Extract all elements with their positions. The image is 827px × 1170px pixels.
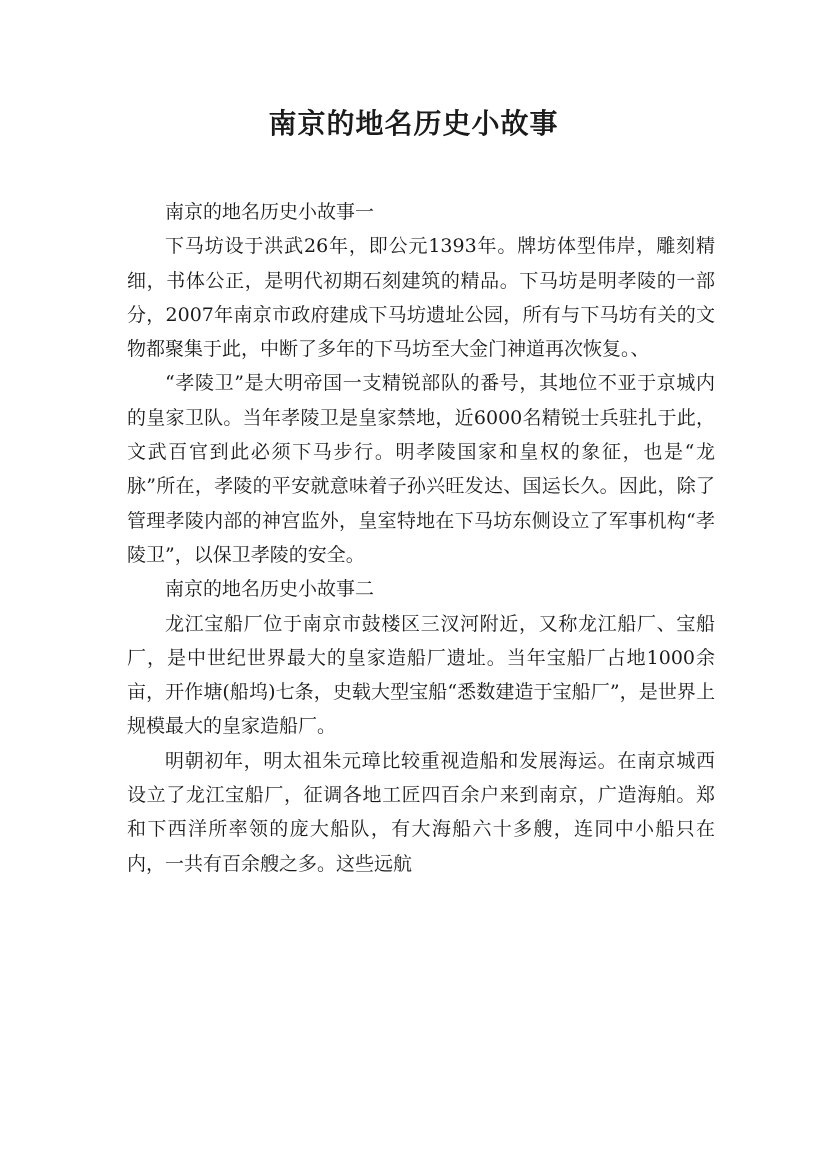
document-body — [127, 195, 715, 881]
paragraph-xiaolingwei: “孝陵卫”是大明帝国一支精锐部队的番号，其地位不亚于京城内的皇家卫队。当年孝陵卫是皇家禁地，近6000名精锐士兵驻扎于此，文武百官到此必须下马步行。明孝陵国家和皇权的象征，也是“龙脉”所在，孝陵的平安就意味着子孙兴旺发达、国运长久。因此，除了管理孝陵内部的神宫监外，皇室特地在下马坊东侧设立了军事机构“孝陵卫”，以保卫孝陵的安全。 — [127, 372, 715, 566]
section-heading-2: 南京的地名历史小故事二 — [165, 578, 375, 601]
paragraph-xiamafang: 下马坊设于洪武26年，即公元1393年。牌坊体型伟岸，雕刻精细，书体公正，是明代初期石刻建筑的精品。下马坊是明孝陵的一部分，2007年南京市政府建成下马坊遗址公园，所有与下马坊有关的文物都聚集于此，中断了多年的下马坊至大金门神道再次恢复。、 — [127, 235, 715, 361]
paragraph-ming-shipbuilding: 明朝初年，明太祖朱元璋比较重视造船和发展海运。在南京城西设立了龙江宝船厂，征调各地工匠四百余户来到南京，广造海舶。郑和下西洋所率领的庞大船队，有大海船六十多艘，连同中小船只在内，一共有百余艘之多。这些远航 — [127, 749, 715, 875]
paragraph-longjiang-shipyard: 龙江宝船厂位于南京市鼓楼区三汊河附近，又称龙江船厂、宝船厂，是中世纪世界最大的皇家造船厂遗址。当年宝船厂占地1000余亩，开作塘(船坞)七条，史载大型宝船“悉数建造于宝船厂”，是世界上规模最大的皇家造船厂。 — [127, 612, 715, 738]
document-title: 南京的地名历史小故事 — [268, 107, 559, 140]
section-heading-1: 南京的地名历史小故事一 — [165, 201, 375, 223]
